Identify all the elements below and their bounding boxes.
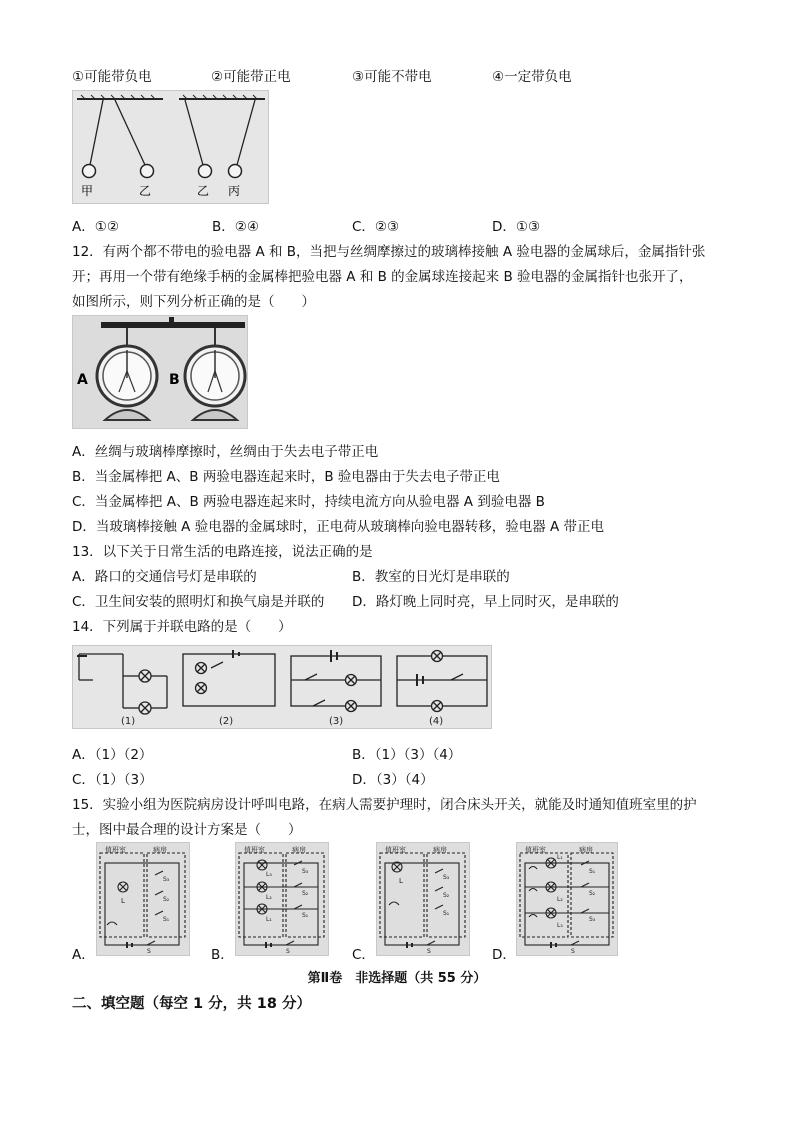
q15-stem-line-2: 士，图中最合理的设计方案是（ ）: [72, 822, 302, 838]
q14-choice-c: C．（1）（3）: [72, 772, 153, 788]
svg-text:S₃: S₃: [443, 874, 450, 881]
svg-text:值班室: 值班室: [105, 846, 126, 854]
circuit-1-label: (1): [121, 716, 136, 727]
circuit-3-label: (3): [329, 716, 344, 727]
q15-choice-c-letter: C．: [352, 947, 375, 963]
svg-text:S₁: S₁: [589, 868, 596, 875]
svg-text:L₃: L₃: [557, 922, 563, 929]
q15-option-a-figure: [96, 842, 190, 956]
q11-choice-b: B．②④: [212, 219, 259, 235]
svg-text:L₃: L₃: [266, 871, 272, 878]
circuit-4-label: (4): [429, 716, 444, 727]
q14-stem: 14．下列属于并联电路的是（ ）: [72, 619, 292, 635]
svg-text:病房: 病房: [433, 846, 447, 854]
label-yi-2: 乙: [197, 184, 210, 198]
q15-option-c-figure: [376, 842, 470, 956]
q12-choice-d: D．当玻璃棒接触 A 验电器的金属球时，正电荷从玻璃棒向验电器转移，验电器 A 带正电: [72, 519, 605, 535]
svg-text:L₁: L₁: [266, 916, 272, 923]
q12-stem-line-1: 12．有两个都不带电的验电器 A 和 B，当把与丝绸摩擦过的玻璃棒接触 A 验电器的金属球后，金属指针张: [72, 244, 706, 260]
svg-text:S₃: S₃: [302, 868, 309, 875]
q11-option-2: ②可能带正电: [211, 69, 291, 85]
svg-text:S: S: [571, 948, 575, 955]
q12-electroscope-figure: [72, 315, 248, 429]
svg-text:S₃: S₃: [589, 916, 596, 923]
q11-option-4: ④一定带负电: [492, 69, 572, 85]
q14-circuits-figure: [72, 645, 492, 729]
q15-choice-d-letter: D．: [492, 947, 516, 963]
svg-text:值班室: 值班室: [385, 846, 406, 854]
svg-text:S: S: [147, 948, 151, 955]
label-b: B: [169, 372, 180, 388]
svg-text:S₁: S₁: [163, 916, 170, 923]
q15-option-d-figure: [516, 842, 618, 956]
svg-text:值班室: 值班室: [525, 846, 546, 854]
section2-title: 二、填空题（每空 1 分，共 18 分）: [72, 996, 311, 1012]
q14-choice-b: B．（1）（3）（4）: [352, 747, 462, 763]
q11-choice-c: C．②③: [352, 219, 400, 235]
svg-text:L₂: L₂: [266, 894, 272, 901]
q15-option-b-figure: [235, 842, 329, 956]
svg-text:L₂: L₂: [557, 896, 563, 903]
q15-choice-b-letter: B．: [211, 947, 234, 963]
q15-stem-line-1: 15．实验小组为医院病房设计呼叫电路，在病人需要护理时，闭合床头开关，就能及时通知值班室里的护: [72, 797, 697, 813]
q13-choice-b: B．教室的日光灯是串联的: [352, 569, 510, 585]
label-yi-1: 乙: [139, 184, 152, 198]
q12-choice-b: B．当金属棒把 A、B 两验电器连起来时，B 验电器由于失去电子带正电: [72, 469, 500, 485]
svg-text:L: L: [121, 897, 125, 905]
svg-text:病房: 病房: [579, 846, 593, 854]
circuit-2: [183, 650, 275, 727]
label-bing: 丙: [228, 184, 241, 198]
q14-choice-d: D．（3）（4）: [352, 772, 434, 788]
svg-text:S₂: S₂: [589, 890, 596, 897]
q11-option-3: ③可能不带电: [352, 69, 432, 85]
q11-option-1: ①可能带负电: [72, 69, 152, 85]
q12-stem-line-3: 如图所示，则下列分析正确的是（ ）: [72, 294, 315, 310]
q13-choice-d: D．路灯晚上同时亮，早上同时灭，是串联的: [352, 594, 619, 610]
svg-text:病房: 病房: [153, 846, 167, 854]
q11-pendulum-figure: [72, 90, 269, 204]
svg-text:S₁: S₁: [302, 912, 309, 919]
q12-stem-line-2: 开；再用一个带有绝缘手柄的金属棒把验电器 A 和 B 的金属球连接起来 B 验电器的金属指针也张开了，: [72, 269, 693, 285]
q14-choice-a: A．（1）（2）: [72, 747, 153, 763]
svg-text:L: L: [399, 877, 403, 885]
svg-text:S₂: S₂: [163, 896, 170, 903]
circuit-1: [77, 654, 167, 727]
circuit-2-label: (2): [219, 716, 234, 727]
svg-text:病房: 病房: [292, 846, 306, 854]
circuit-4: [397, 651, 487, 728]
q13-choice-a: A．路口的交通信号灯是串联的: [72, 569, 257, 585]
svg-text:S₂: S₂: [443, 892, 450, 899]
q15-choice-a-letter: A．: [72, 947, 95, 963]
label-jia: 甲: [81, 184, 94, 198]
svg-text:S₁: S₁: [443, 910, 450, 917]
q11-choice-d: D．①③: [492, 219, 541, 235]
circuit-3: [291, 650, 381, 727]
q11-choice-a: A．①②: [72, 219, 119, 235]
q12-choice-c: C．当金属棒把 A、B 两验电器连起来时，持续电流方向从验电器 A 到验电器 B: [72, 494, 545, 510]
q13-choice-c: C．卫生间安装的照明灯和换气扇是并联的: [72, 594, 325, 610]
label-a: A: [77, 372, 88, 388]
svg-text:S: S: [286, 948, 290, 955]
svg-text:L₁: L₁: [557, 854, 563, 861]
q13-stem: 13．以下关于日常生活的电路连接，说法正确的是: [72, 544, 373, 560]
svg-text:S₃: S₃: [163, 876, 170, 883]
svg-text:S: S: [427, 948, 431, 955]
q12-choice-a: A．丝绸与玻璃棒摩擦时，丝绸由于失去电子带正电: [72, 444, 379, 460]
svg-text:值班室: 值班室: [244, 846, 265, 854]
part2-title: 第Ⅱ卷 非选择题（共 55 分）: [307, 971, 487, 986]
svg-text:S₂: S₂: [302, 890, 309, 897]
